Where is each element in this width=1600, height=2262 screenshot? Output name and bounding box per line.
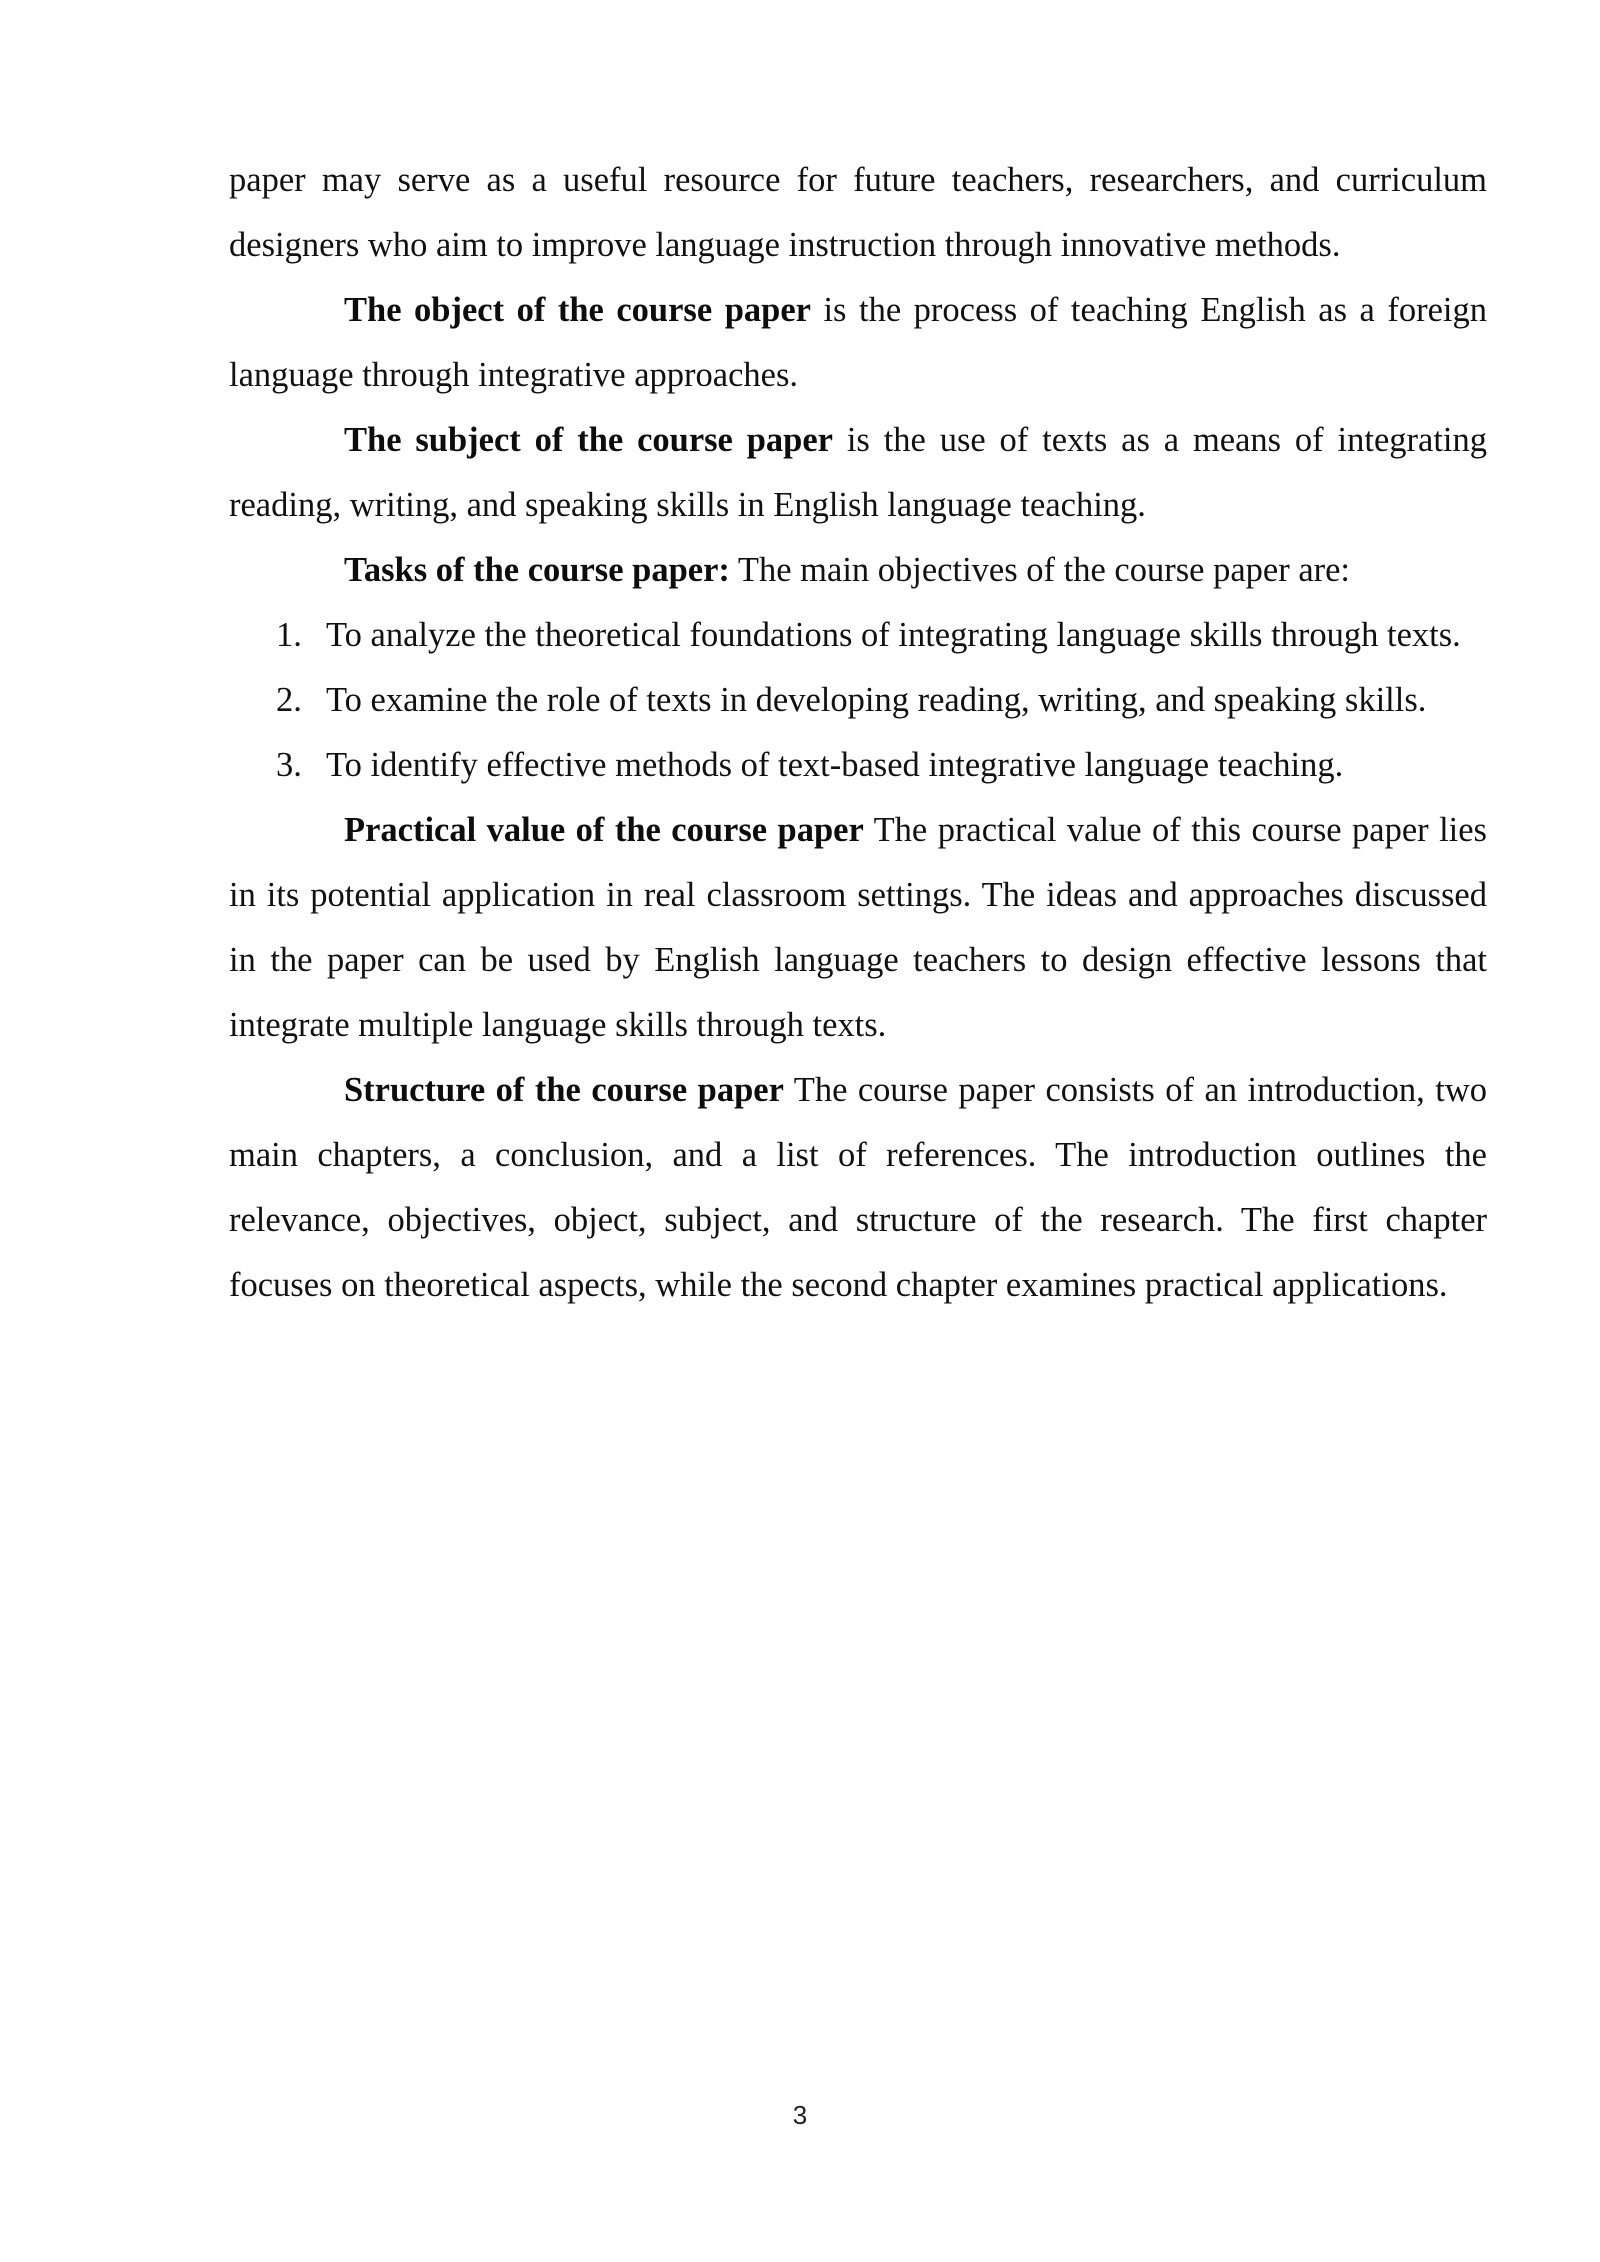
practical-value-paragraph	[229, 798, 1487, 1058]
object-text: is the process of teaching English as a foreign language through integrative approaches.	[229, 291, 1487, 394]
structure-text: The course paper consists of an introduction, two main chapters, a conclusion, and a list of references. The introduction outlines the relevance, objectives, object, subject, and structure of the research. The first chapter focuses on theoretical aspects, while the second chapter examines practical applications.	[229, 1071, 1488, 1304]
list-item-text: To identify effective methods of text-based integrative language teaching.	[326, 746, 1344, 784]
list-item-number: 3.	[276, 746, 302, 784]
subject-heading: The subject of the course paper	[344, 421, 833, 459]
object-paragraph	[229, 278, 1487, 408]
practical-value-text: The practical value of this course paper lies in its potential application in real classroom settings. The ideas and approaches discussed in the paper can be used by English language teachers to design effective lessons that integrate multiple language skills through texts.	[229, 811, 1487, 1044]
tasks-paragraph	[229, 538, 1487, 603]
list-item	[229, 603, 1487, 668]
object-heading: The object of the course paper	[344, 291, 811, 329]
structure-paragraph	[229, 1058, 1487, 1318]
list-item-text: To examine the role of texts in developing reading, writing, and speaking skills.	[326, 681, 1427, 719]
structure-heading: Structure of the course paper	[344, 1071, 784, 1109]
tasks-text: The main objectives of the course paper are:	[729, 551, 1351, 589]
list-item	[229, 733, 1487, 798]
intro-continuation-text: paper may serve as a useful resource for future teachers, researchers, and curriculum designers who aim to improve language instruction through innovative methods.	[229, 161, 1487, 264]
tasks-list	[229, 603, 1487, 798]
tasks-heading: Tasks of the course paper:	[344, 551, 730, 589]
list-item-number: 1.	[276, 616, 302, 654]
subject-paragraph	[229, 408, 1487, 538]
page-number: 3	[792, 2100, 808, 2130]
practical-value-heading: Practical value of the course paper	[344, 811, 864, 849]
body-text	[229, 148, 1487, 1318]
list-item-text: To analyze the theoretical foundations of integrating language skills through texts.	[326, 616, 1461, 654]
list-item-number: 2.	[276, 681, 302, 719]
subject-text: is the use of texts as a means of integrating reading, writing, and speaking skills in English language teaching.	[229, 421, 1487, 524]
intro-continuation-paragraph	[229, 148, 1487, 278]
list-item	[229, 668, 1487, 733]
